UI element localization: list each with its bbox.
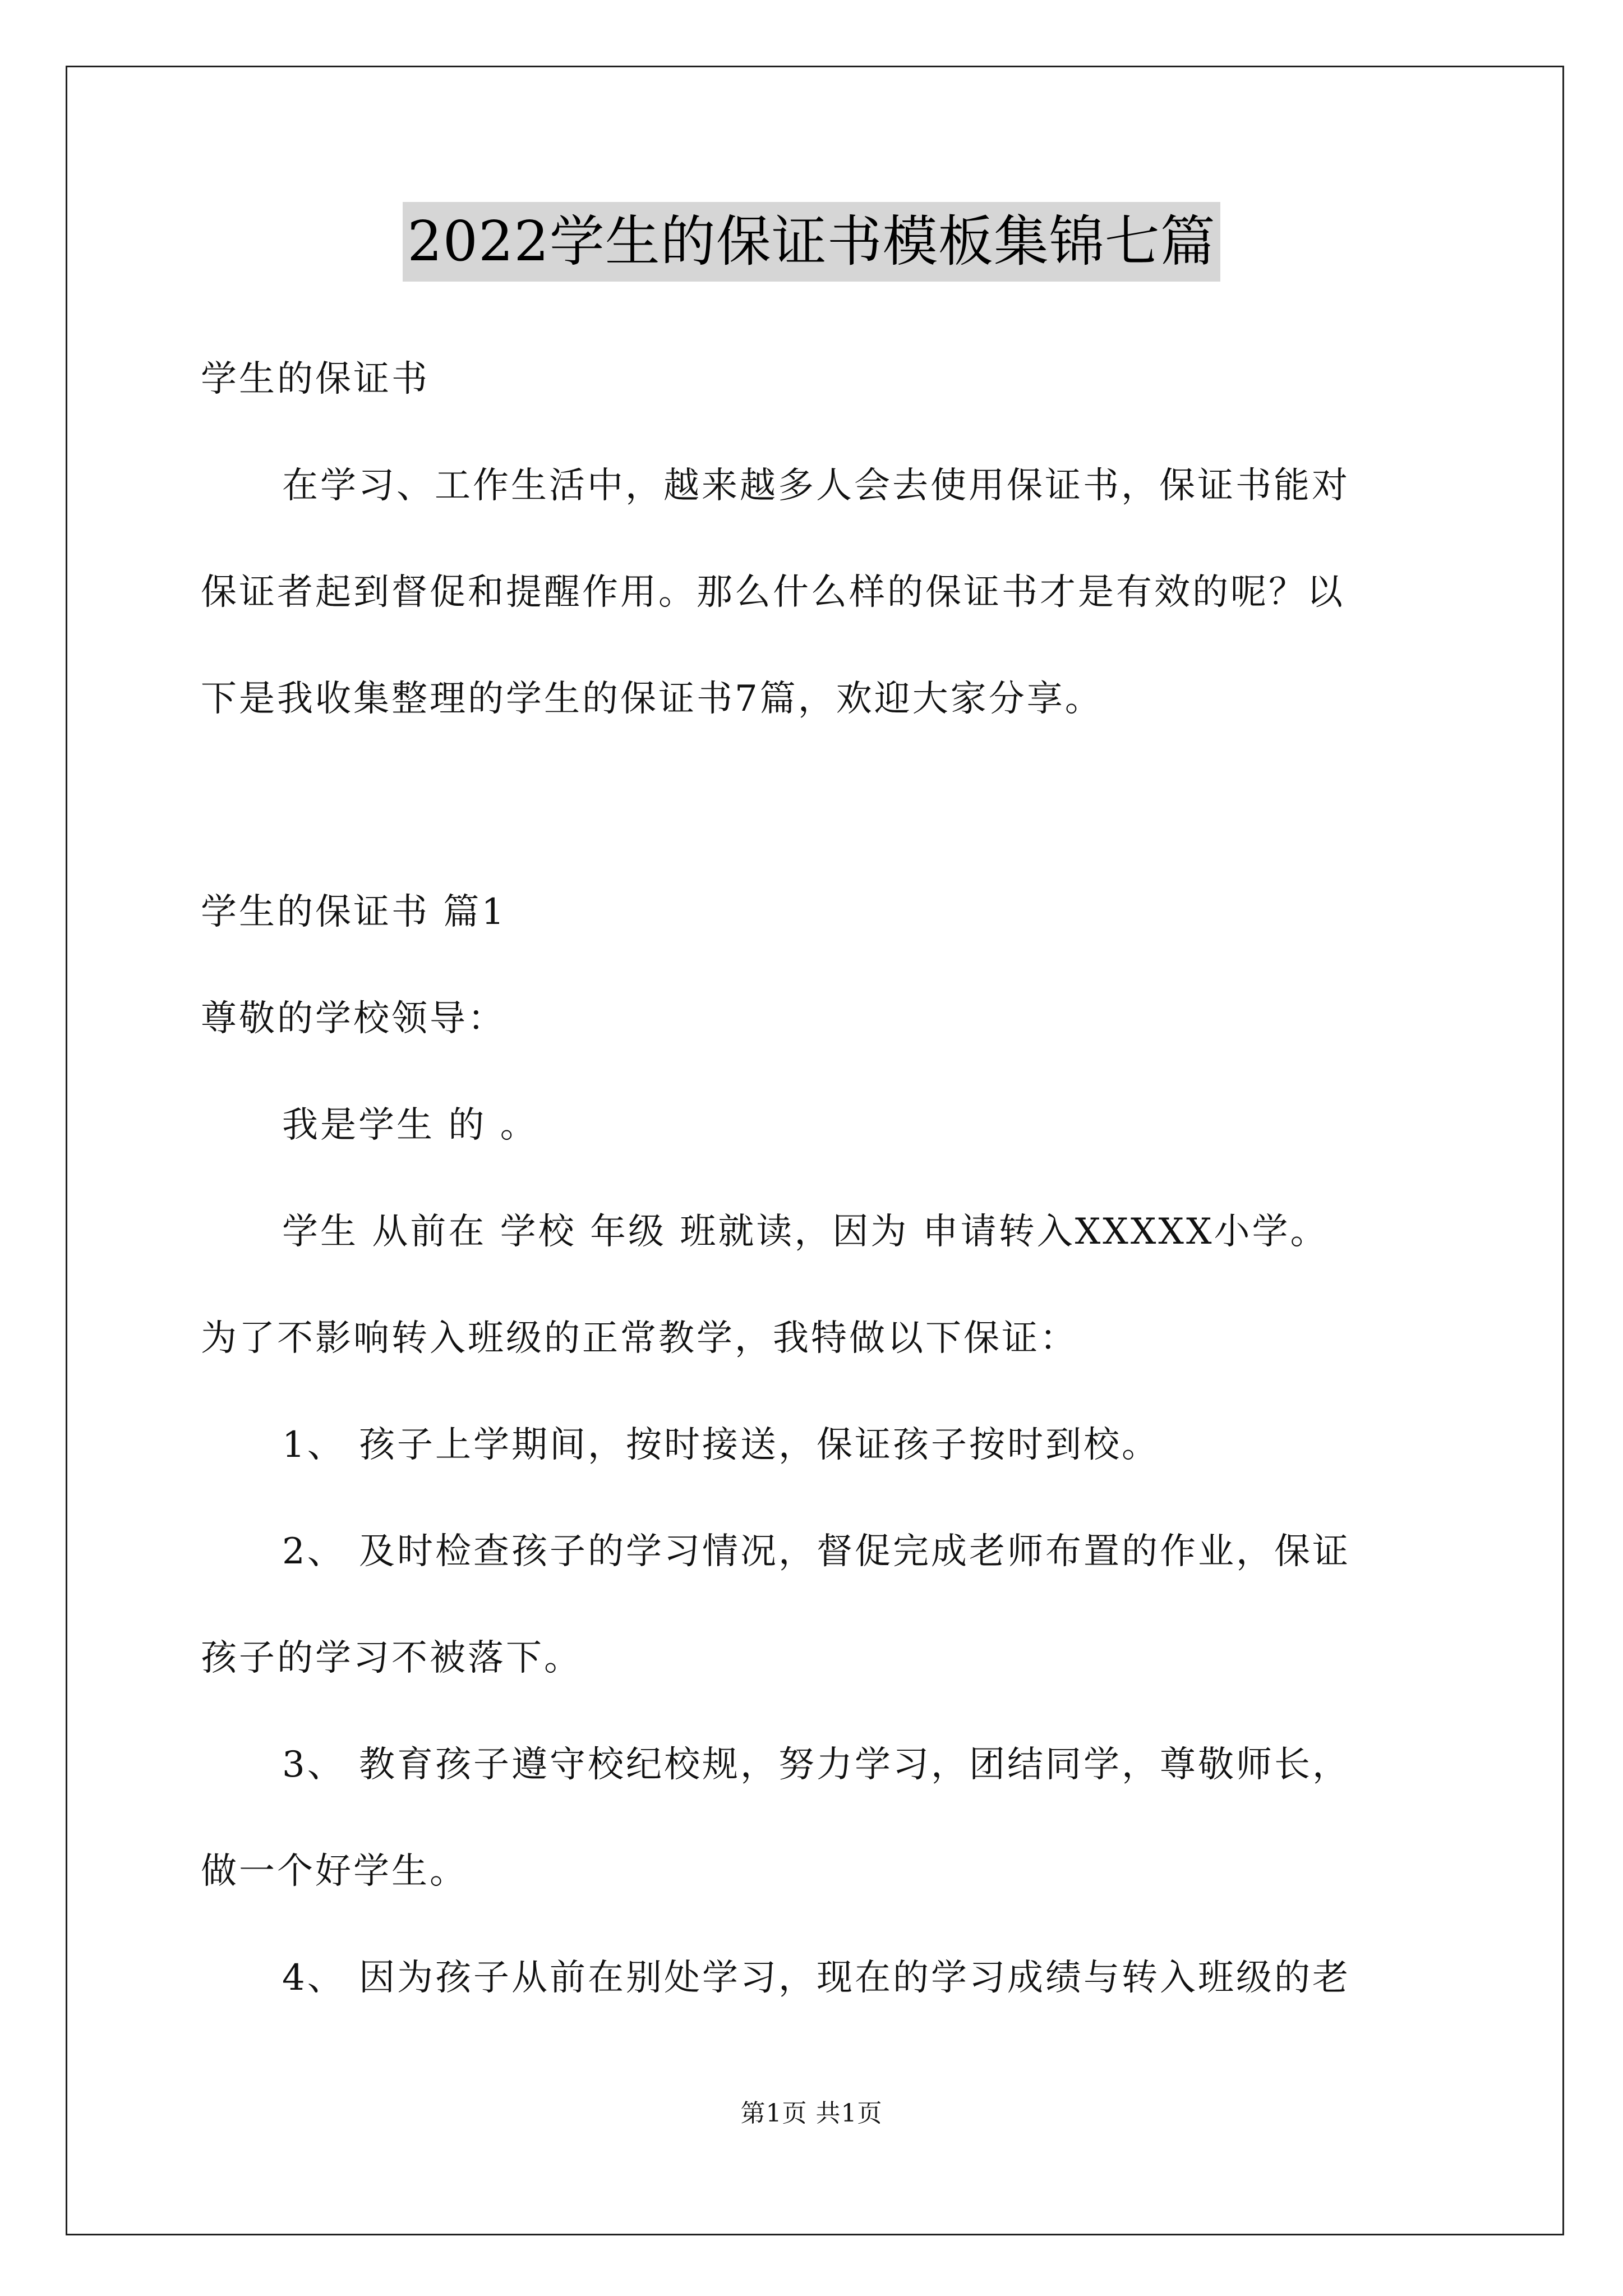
paragraph-line: 做一个好学生。 bbox=[201, 1851, 468, 1892]
salutation: 尊敬的学校领导： bbox=[201, 998, 506, 1039]
paragraph-line: 为了不影响转入班级的正常教学，我特做以下保证： bbox=[201, 1318, 1078, 1359]
section-heading: 学生的保证书 篇1 bbox=[201, 891, 507, 933]
list-item: 4、 因为孩子从前在别处学习，现在的学习成绩与转入班级的老 bbox=[282, 1957, 1351, 1999]
paragraph-line: 学生 从前在 学校 年级 班就读，因为 申请转入XXXXX小学。 bbox=[282, 1211, 1329, 1253]
list-item: 1、 孩子上学期间，按时接送，保证孩子按时到校。 bbox=[282, 1424, 1160, 1466]
title-container bbox=[0, 202, 1623, 282]
section-heading: 学生的保证书 bbox=[201, 358, 430, 400]
paragraph-line: 在学习、工作生活中，越来越多人会去使用保证书，保证书能对 bbox=[282, 465, 1350, 507]
paragraph-line: 我是学生 的 。 bbox=[282, 1105, 538, 1146]
list-item: 3、 教育孩子遵守校纪校规，努力学习，团结同学，尊敬师长， bbox=[282, 1744, 1351, 1786]
paragraph-line: 下是我收集整理的学生的保证书7篇，欢迎大家分享。 bbox=[201, 678, 1103, 720]
list-item: 2、 及时检查孩子的学习情况，督促完成老师布置的作业，保证 bbox=[282, 1531, 1351, 1572]
paragraph-line: 孩子的学习不被落下。 bbox=[201, 1637, 582, 1679]
paragraph-line: 保证者起到督促和提醒作用。那么什么样的保证书才是有效的呢？以 bbox=[201, 572, 1345, 613]
document-title: 2022学生的保证书模板集锦七篇 bbox=[403, 202, 1220, 282]
page-footer: 第1页 共1页 bbox=[740, 2099, 883, 2128]
